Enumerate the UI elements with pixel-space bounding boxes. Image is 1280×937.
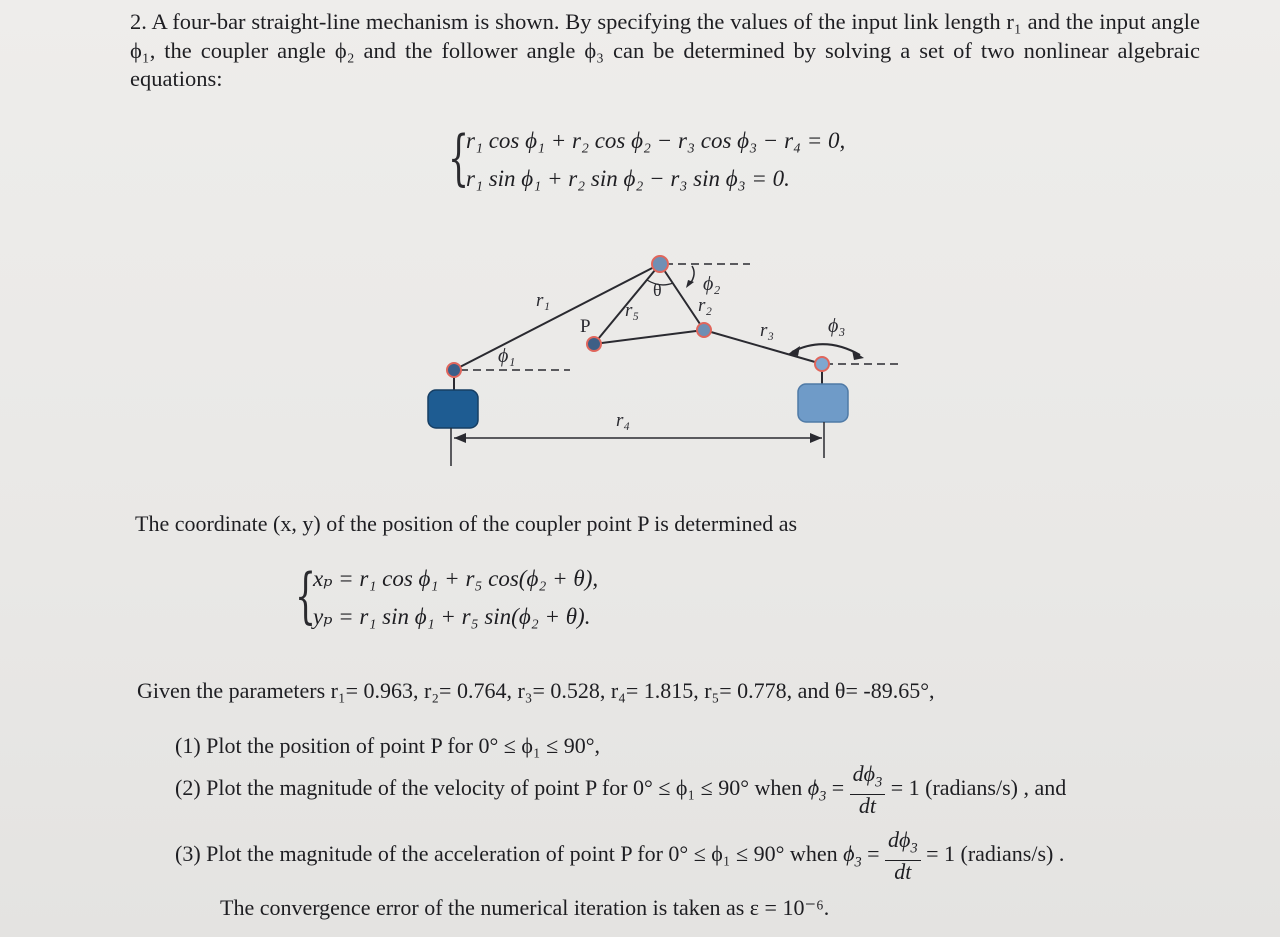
task-2-text: (2) Plot the magnitude of the velocity of point P for 0° ≤ ϕ₁ ≤ 90° when [175,775,803,800]
label-phi3: ϕ₃ [828,315,846,337]
r4-right-arrow [810,433,822,443]
link-coupler-base [594,330,704,344]
system-equation-2: r₁ sin ϕ₁ + r₂ sin ϕ₂ − r₃ sin ϕ₃ = 0. [466,166,790,191]
task-3-text: (3) Plot the magnitude of the acceleration of point P for 0° ≤ ϕ₁ ≤ 90° when [175,841,838,866]
problem-intro: 2. A four-bar straight-line mechanism is shown. By specifying the values of the input link length r₁ and the input angle ϕ₁, the coupler angle ϕ₂ and the follower angle ϕ₃ can be determined by solving a set of two nonlinear algebraic equations: [130,9,1200,91]
coordinate-equation-x: xₚ = r₁ cos ϕ₁ + r₅ cos(ϕ₂ + θ), [313,566,599,591]
label-phi2: ϕ₂ [703,273,721,295]
left-ground-block [428,390,478,428]
joint-r2-r3 [697,323,711,337]
joint-point-P [587,337,601,351]
coordinate-equation-y: yₚ = r₁ sin ϕ₁ + r₅ sin(ϕ₂ + θ). [313,604,591,629]
system-equation-1: r₁ cos ϕ₁ + r₂ cos ϕ₂ − r₃ cos ϕ₃ − r₄ = 0, [466,128,846,153]
right-ground-block [798,384,848,422]
joint-ground-left [447,363,461,377]
task-2-rate: = 1 (radians/s) , and [890,775,1067,800]
coupler-point-text: The coordinate (x, y) of the position of the coupler point P is determined as [135,511,798,536]
label-P: P [580,316,591,337]
task-3: (3) Plot the magnitude of the acceleration of point P for 0° ≤ ϕ₁ ≤ 90° when · $\phi_3$ = $\frac{d\phi_3}{dt}$ = 1 (radians/s) . [175,828,1064,888]
coordinate-brace: { [295,561,317,631]
task-3-rate: = 1 (radians/s) . [926,841,1065,866]
phi2-arrowhead [686,280,694,288]
task-2-phi3-dot: · $\phi_3$ [808,775,827,800]
label-r1: r₁ [536,290,550,311]
system-brace: { [448,123,470,193]
four-bar-mechanism-diagram [420,240,920,470]
phi3-arrowhead-right [852,350,864,360]
task-2-derivative: $\frac{d\phi_3}{dt}$ [850,763,886,816]
task-3-derivative: $\frac{d\phi_3}{dt}$ [885,829,921,882]
phi3-arc [792,344,860,355]
given-parameters: Given the parameters r₁= 0.963, r₂= 0.764, r₃= 0.528, r₄= 1.815, r₅= 0.778, and θ= -89.65°, [137,678,935,703]
joint-top [652,256,668,272]
task-1: (1) Plot the position of point P for 0° ≤ ϕ₁ ≤ 90°, [175,733,601,758]
task-2: (2) Plot the magnitude of the velocity of point P for 0° ≤ ϕ₁ ≤ 90° when · $\phi_3$ = $\frac{d\phi_3}{dt}$ = 1 (radians/s) , and [175,762,1066,822]
convergence-text: The convergence error of the numerical iteration is taken as ε = 10⁻⁶. [220,895,830,920]
label-r2: r₂ [698,295,712,316]
label-theta: θ [653,280,662,300]
joint-ground-right [815,357,829,371]
label-r3: r₃ [760,320,774,341]
task-3-phi3-dot: · $\phi_3$ [843,841,862,866]
label-phi1: ϕ₁ [498,345,516,367]
label-r4: r₄ [616,410,630,431]
label-r5: r₅ [625,300,639,321]
r4-left-arrow [454,433,466,443]
